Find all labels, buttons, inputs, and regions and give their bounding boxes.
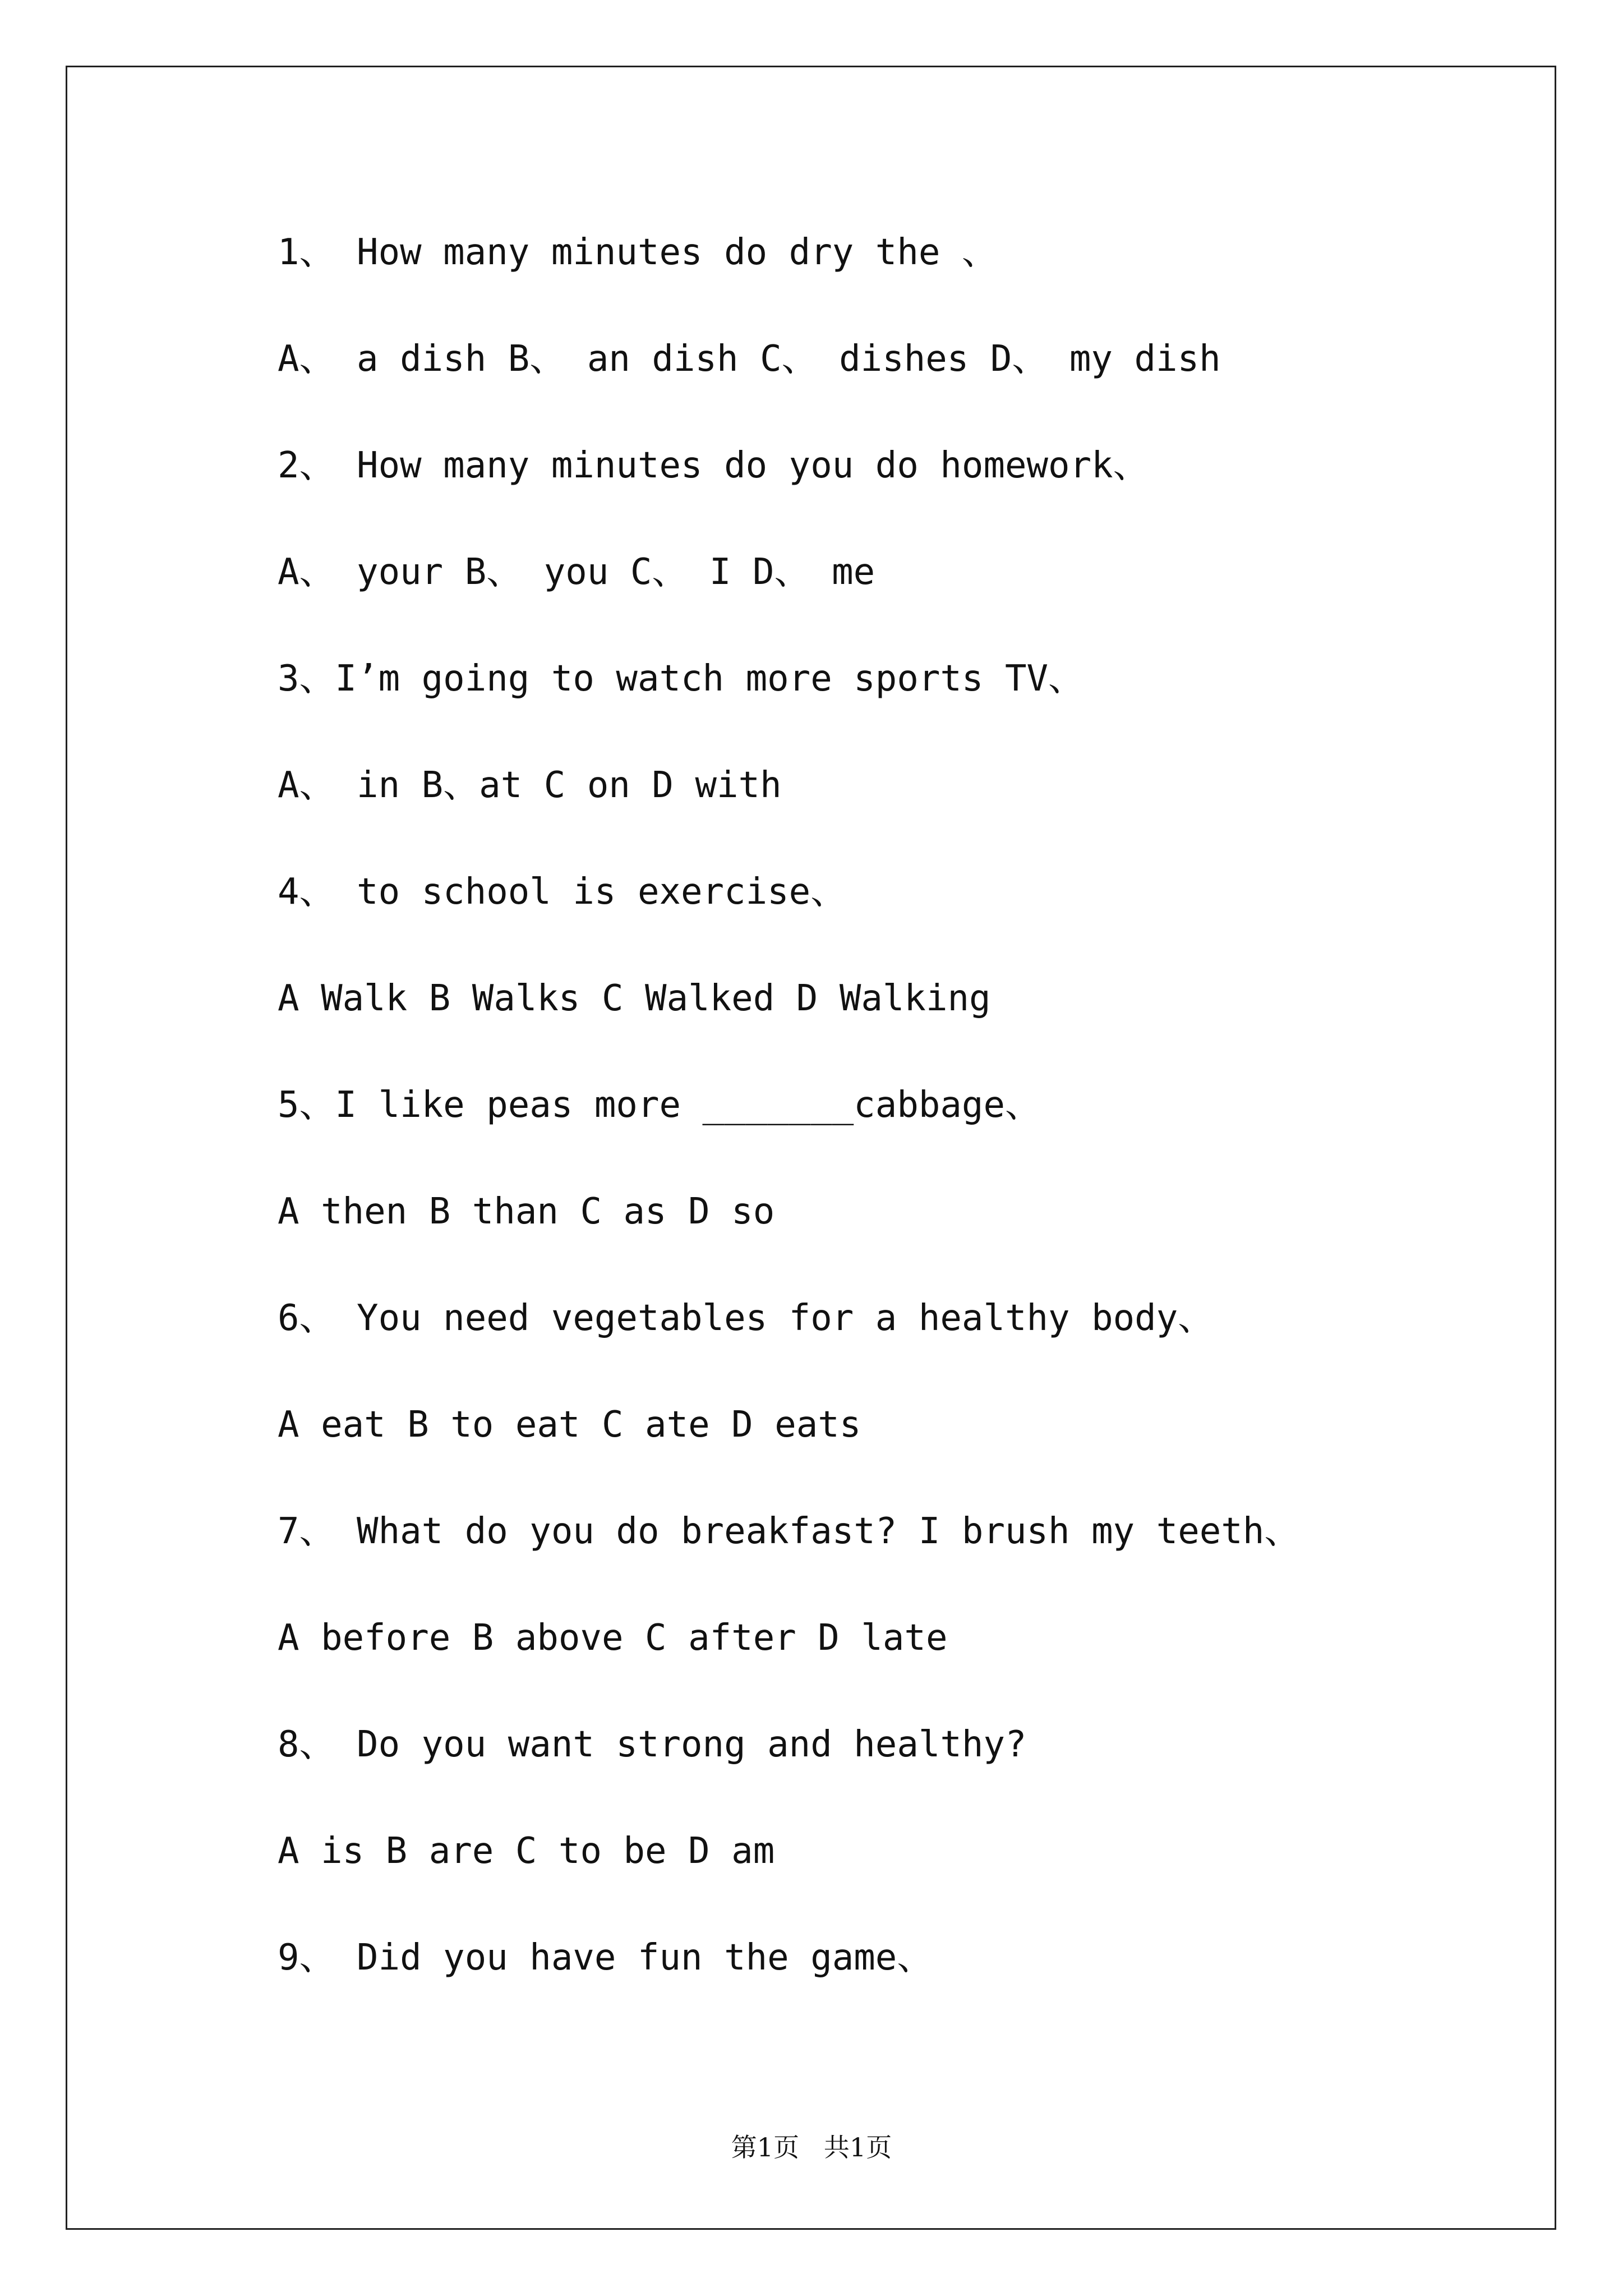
options-3: A、 in B、at C on D with: [278, 765, 782, 806]
question-9: 9、 Did you have fun the game、: [278, 1937, 933, 1978]
question-7: 7、 What do you do breakfast? I brush my teeth、: [278, 1511, 1301, 1552]
page-footer: 第1页 共1页: [731, 2132, 892, 2162]
options-6: A eat B to eat C ate D eats: [278, 1404, 861, 1446]
question-5: 5、I like peas more _______cabbage、: [278, 1084, 1041, 1126]
question-1: 1、 How many minutes do dry the 、: [278, 232, 998, 273]
options-8: A is B are C to be D am: [278, 1830, 775, 1872]
question-2: 2、 How many minutes do you do homework、: [278, 445, 1149, 486]
document-body: [278, 222, 1511, 2033]
question-4: 4、 to school is exercise、: [278, 871, 847, 913]
question-6: 6、 You need vegetables for a healthy body、: [278, 1297, 1214, 1339]
question-8: 8、 Do you want strong and healthy?: [278, 1724, 1027, 1765]
options-5: A then B than C as D so: [278, 1191, 775, 1232]
options-2: A、 your B、 you C、 I D、 me: [278, 551, 875, 593]
options-4: A Walk B Walks C Walked D Walking: [278, 978, 991, 1019]
question-3: 3、I’m going to watch more sports TV、: [278, 658, 1085, 700]
options-1: A、 a dish B、 an dish C、 dishes D、 my dish: [278, 338, 1221, 380]
options-7: A before B above C after D late: [278, 1617, 948, 1659]
